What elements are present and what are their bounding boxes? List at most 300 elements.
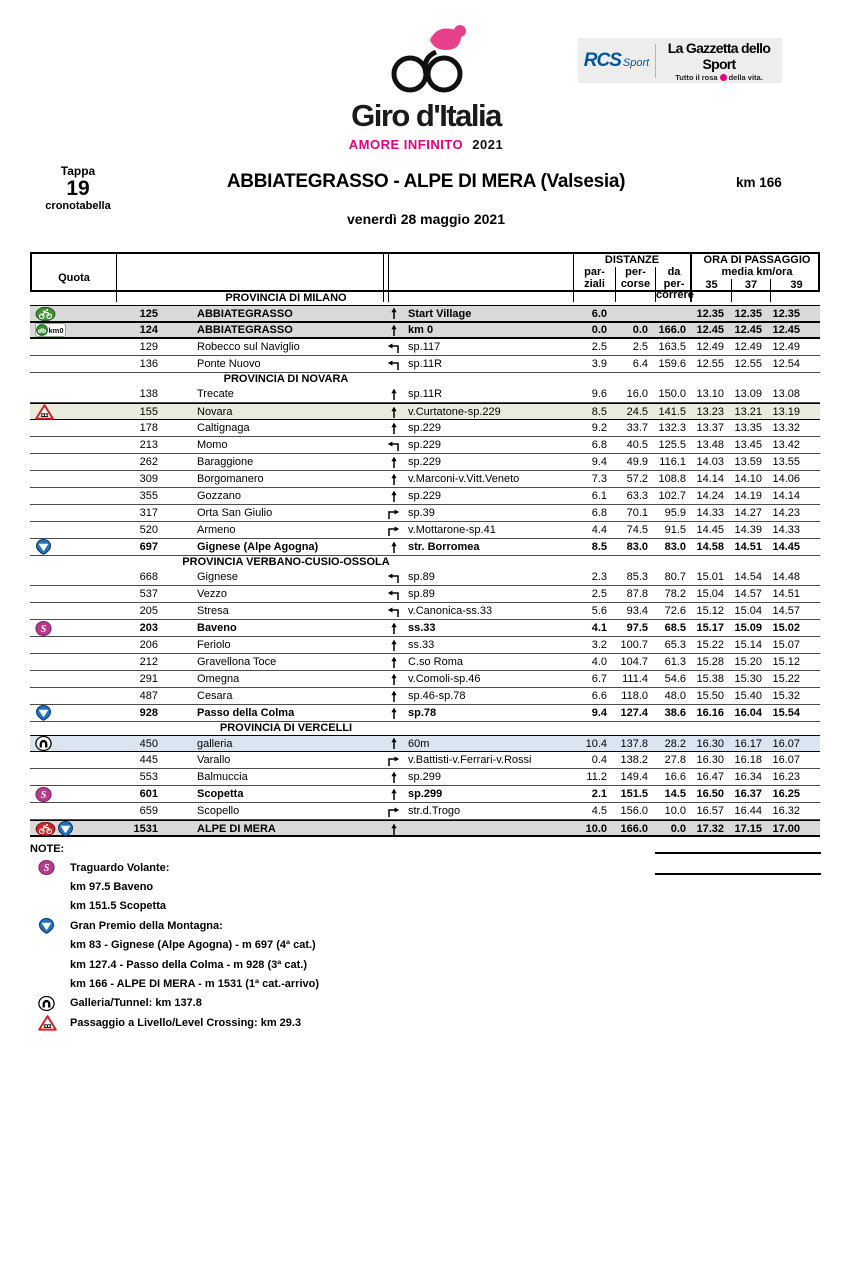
dist-dapercorrere-cell: 27.8 [664, 754, 686, 766]
note-title: Gran Premio della Montagna: [70, 919, 223, 932]
time-39-cell: 16.23 [772, 771, 800, 783]
gazzetta-logo [656, 40, 782, 82]
route-cell: ss.33 [408, 639, 435, 651]
route-cell: sp.229 [408, 490, 442, 502]
time-37-cell: 12.49 [734, 341, 762, 353]
straight-arrow-icon [382, 656, 405, 669]
dist-parziali-cell: 0.0 [591, 324, 607, 336]
stage-title: ABBIATEGRASSO - ALPE DI MERA (Valsesia) [226, 171, 626, 192]
time-39-cell: 13.32 [772, 422, 800, 434]
left-arrow-icon [382, 358, 405, 371]
note-item [30, 1013, 822, 1032]
dist-parziali-cell: 6.8 [591, 507, 607, 519]
header-speed-39: 39 [770, 279, 822, 302]
giro-wordmark: Giro d'Italia [351, 98, 501, 133]
time-37-cell: 16.04 [734, 707, 762, 719]
place-cell: Stresa [197, 605, 229, 617]
place-cell: Caltignaga [197, 422, 250, 434]
header-col-parziali: par- ziali [584, 266, 605, 290]
straight-arrow-icon [382, 307, 405, 320]
sponsor-box [578, 38, 782, 83]
timetable-row [30, 586, 820, 603]
dist-parziali-cell: 4.5 [591, 805, 607, 817]
route-cell: str. Borromea [408, 541, 480, 553]
dist-percorse-cell: 93.4 [626, 605, 648, 617]
time-37-cell: 13.59 [734, 456, 762, 468]
header-col-dapercorrere: da per- correre [656, 266, 694, 301]
timetable-row [30, 386, 820, 403]
timetable-row [30, 620, 820, 637]
svg-text:km0: km0 [48, 326, 64, 336]
province-name: PROVINCIA DI NOVARA [223, 373, 349, 385]
dist-dapercorrere-cell: 163.5 [658, 341, 686, 353]
giro-tagline [349, 137, 503, 152]
route-cell: sp.299 [408, 788, 443, 800]
giro-tagline-year: 2021 [472, 137, 504, 152]
time-37-cell: 14.54 [734, 571, 762, 583]
route-cell: v.Canonica-ss.33 [408, 605, 493, 617]
place-cell: Varallo [197, 754, 231, 766]
time-35-cell: 14.24 [696, 490, 724, 502]
time-39-cell: 16.07 [772, 754, 800, 766]
straight-arrow-icon [382, 771, 405, 784]
quota-cell: 659 [139, 805, 158, 817]
sprint-icon [35, 787, 52, 802]
dist-parziali-cell: 2.5 [591, 341, 607, 353]
note-title: Passaggio a Livello/Level Crossing: km 29.3 [70, 1016, 302, 1029]
dist-dapercorrere-cell: 48.0 [664, 690, 686, 702]
time-37-cell: 14.19 [734, 490, 762, 502]
dist-percorse-cell: 166.0 [620, 823, 648, 835]
province-section-row [30, 722, 820, 735]
note-detail-text: km 127.4 - Passo della Colma - m 928 (3ª cat.) [70, 958, 308, 971]
timetable-row [30, 603, 820, 620]
time-37-cell: 14.57 [734, 588, 762, 600]
time-39-cell: 15.22 [772, 673, 800, 685]
dist-percorse-cell: 57.2 [626, 473, 648, 485]
row-icons [30, 404, 66, 420]
quota-cell: 205 [139, 605, 158, 617]
header-ora-di-passaggio [692, 254, 822, 302]
giro-cyclist-icon [372, 22, 480, 96]
note-detail-text: km 166 - ALPE DI MERA - m 1531 (1ª cat.-arrivo) [70, 978, 320, 991]
route-cell: sp.299 [408, 771, 442, 783]
time-35-cell: 13.48 [696, 439, 724, 451]
left-arrow-icon [382, 571, 405, 584]
giro-tagline-amore: AMORE INFINITO [348, 137, 464, 152]
dist-percorse-cell: 0.0 [632, 324, 648, 336]
timetable-row [30, 705, 820, 722]
dist-parziali-cell: 11.2 [586, 771, 607, 783]
timetable-row [30, 803, 820, 820]
dist-parziali-cell: 8.5 [591, 406, 607, 418]
province-name: PROVINCIA DI VERCELLI [219, 722, 353, 734]
dist-dapercorrere-cell: 72.6 [664, 605, 686, 617]
time-35-cell: 15.12 [696, 605, 724, 617]
place-cell: Balmuccia [197, 771, 248, 783]
time-39-cell: 17.00 [772, 823, 800, 835]
time-35-cell: 13.37 [696, 422, 724, 434]
time-35-cell: 14.14 [696, 473, 724, 485]
row-icons [30, 621, 66, 636]
note-detail-line [30, 936, 822, 955]
straight-arrow-icon [382, 788, 405, 801]
dist-parziali-cell: 3.9 [591, 358, 607, 370]
time-35-cell: 14.45 [696, 524, 724, 536]
place-cell: Trecate [197, 388, 234, 400]
time-35-cell: 16.30 [696, 737, 724, 750]
timetable-row [30, 539, 820, 556]
dist-percorse-cell: 156.0 [620, 805, 648, 817]
dist-parziali-cell: 10.0 [585, 823, 607, 835]
place-cell: Gozzano [197, 490, 242, 502]
route-cell: sp.229 [408, 456, 442, 468]
left-arrow-icon [382, 341, 405, 354]
place-cell: Novara [197, 406, 233, 418]
straight-arrow-icon [382, 737, 405, 750]
quota-cell: 309 [139, 473, 158, 485]
time-35-cell: 16.16 [696, 707, 724, 719]
time-39-cell: 13.19 [772, 406, 800, 418]
place-cell: Feriolo [197, 639, 231, 651]
time-35-cell: 15.28 [696, 656, 724, 668]
left-arrow-icon [382, 605, 405, 618]
dist-parziali-cell: 3.2 [591, 639, 607, 651]
row-icons [30, 787, 66, 802]
straight-arrow-icon [382, 541, 405, 554]
tappa-block [36, 164, 120, 212]
tappa-number: 19 [66, 177, 90, 200]
place-cell: Gignese [197, 571, 238, 583]
timetable-row [30, 569, 820, 586]
dist-dapercorrere-cell: 108.8 [658, 473, 686, 485]
place-cell: galleria [197, 737, 233, 750]
route-cell: ss.33 [408, 622, 436, 634]
quota-cell: 928 [139, 707, 158, 719]
note-detail-line [30, 974, 822, 993]
time-39-cell: 12.54 [772, 358, 800, 370]
svg-text:S: S [43, 863, 50, 875]
dist-percorse-cell: 137.8 [620, 737, 648, 750]
quota-cell: 129 [139, 341, 158, 353]
route-cell: sp.117 [408, 341, 441, 353]
quota-cell: 601 [139, 788, 158, 800]
route-cell: sp.39 [408, 507, 435, 519]
note-detail-line [30, 897, 822, 916]
province-section-row [30, 556, 820, 569]
time-39-cell: 13.08 [772, 388, 800, 400]
dist-dapercorrere-cell: 16.6 [664, 771, 686, 783]
time-35-cell: 12.35 [696, 307, 724, 320]
straight-arrow-icon [382, 622, 405, 635]
time-35-cell: 16.47 [696, 771, 724, 783]
timetable-row [30, 356, 820, 373]
header-quota: Quota [32, 254, 117, 302]
place-cell: Momo [197, 439, 228, 451]
time-37-cell: 15.40 [734, 690, 762, 702]
time-35-cell: 15.17 [696, 622, 724, 634]
dist-dapercorrere-cell: 150.0 [658, 388, 686, 400]
time-39-cell: 12.45 [772, 324, 800, 336]
time-39-cell: 14.57 [772, 605, 800, 617]
place-cell: Cesara [197, 690, 233, 702]
quota-cell: 537 [139, 588, 158, 600]
row-icons [30, 705, 66, 721]
row-icons [30, 821, 66, 837]
dist-parziali-cell: 6.0 [591, 307, 607, 320]
time-39-cell: 14.14 [772, 490, 800, 502]
dist-percorse-cell: 40.5 [626, 439, 648, 451]
dist-parziali-cell: 4.0 [591, 656, 607, 668]
time-35-cell: 17.32 [696, 823, 724, 835]
dist-percorse-cell: 100.7 [620, 639, 648, 651]
row-icons [30, 307, 66, 321]
route-cell: sp.89 [408, 571, 435, 583]
quota-cell: 155 [139, 406, 158, 418]
time-37-cell: 15.30 [734, 673, 762, 685]
rcs-sport-logo [578, 44, 656, 78]
dist-dapercorrere-cell: 54.6 [664, 673, 686, 685]
dist-dapercorrere-cell: 10.0 [664, 805, 686, 817]
stage-distance: km 166 [736, 175, 782, 190]
timetable-row [30, 735, 820, 752]
place-cell: Robecco sul Naviglio [197, 341, 300, 353]
time-37-cell: 15.09 [734, 622, 762, 634]
header-distanze-title: DISTANZE [604, 254, 660, 266]
straight-arrow-icon [382, 490, 405, 503]
dist-dapercorrere-cell: 28.2 [664, 737, 686, 750]
dist-percorse-cell: 63.3 [626, 490, 648, 502]
place-cell: Gravellona Toce [197, 656, 277, 668]
time-39-cell: 14.06 [772, 473, 800, 485]
timetable-row [30, 305, 820, 322]
gazzetta-tagline-pre: Tutto il rosa [675, 72, 718, 82]
quota-cell: 1531 [133, 823, 158, 835]
row-icons [30, 323, 66, 337]
dist-dapercorrere-cell: 132.3 [658, 422, 686, 434]
dist-percorse-cell: 2.5 [632, 341, 648, 353]
finish-icon [35, 822, 56, 836]
tunnel-icon [38, 996, 55, 1011]
header-speed-cols [692, 279, 822, 302]
route-cell: v.Curtatone-sp.229 [408, 406, 501, 418]
right-arrow-icon [382, 805, 405, 818]
straight-arrow-icon [382, 473, 405, 486]
route-cell: str.d.Trogo [408, 805, 461, 817]
note-detail-text: km 83 - Gignese (Alpe Agogna) - m 697 (4ª cat.) [70, 939, 316, 952]
dist-parziali-cell: 9.4 [591, 456, 607, 468]
dist-percorse-cell: 111.4 [622, 673, 648, 685]
sprint-icon [38, 860, 55, 875]
timetable-row [30, 420, 820, 437]
dist-dapercorrere-cell: 95.9 [664, 507, 686, 519]
straight-arrow-icon [382, 690, 405, 703]
time-39-cell: 14.48 [772, 571, 800, 583]
time-35-cell: 16.30 [696, 754, 724, 766]
time-37-cell: 14.39 [734, 524, 762, 536]
gazzetta-tagline-post: della vita. [728, 72, 763, 82]
time-39-cell: 14.33 [772, 524, 800, 536]
time-35-cell: 15.01 [696, 571, 724, 583]
km0-icon [35, 323, 66, 337]
notes-section [30, 841, 822, 1033]
time-37-cell: 15.14 [734, 639, 762, 651]
quota-cell: 553 [139, 771, 158, 783]
dist-parziali-cell: 0.4 [591, 754, 607, 766]
time-37-cell: 16.34 [734, 771, 762, 783]
place-cell: Armeno [197, 524, 236, 536]
note-item [30, 994, 822, 1013]
time-39-cell: 15.02 [772, 622, 800, 634]
route-cell: v.Marconi-v.Vitt.Veneto [408, 473, 520, 485]
header-ora-title: ORA DI PASSAGGIO [703, 254, 811, 266]
dist-percorse-cell: 118.0 [621, 690, 648, 702]
rosa-dot-icon [720, 74, 727, 81]
time-37-cell: 16.44 [734, 805, 762, 817]
time-39-cell: 15.12 [772, 656, 800, 668]
dist-parziali-cell: 9.2 [591, 422, 607, 434]
quota-cell: 136 [139, 358, 158, 370]
dist-dapercorrere-cell: 141.5 [658, 406, 686, 418]
tunnel-icon [35, 736, 52, 751]
tappa-type: cronotabella [45, 200, 111, 212]
gpm-icon [35, 539, 52, 555]
svg-text:S: S [40, 623, 47, 635]
province-section-row [30, 373, 820, 386]
dist-dapercorrere-cell: 38.6 [664, 707, 686, 719]
time-35-cell: 15.04 [696, 588, 724, 600]
straight-arrow-icon [382, 707, 405, 720]
place-cell: ABBIATEGRASSO [197, 307, 293, 320]
timetable-row [30, 437, 820, 454]
route-cell: v.Battisti-v.Ferrari-v.Rossi [408, 754, 532, 766]
dist-parziali-cell: 2.1 [591, 788, 607, 800]
time-35-cell: 12.45 [696, 324, 724, 336]
dist-parziali-cell: 2.3 [591, 571, 607, 583]
quota-cell: 213 [139, 439, 158, 451]
quota-cell: 355 [139, 490, 158, 502]
route-cell: v.Mottarone-sp.41 [408, 524, 496, 536]
header-speed-37: 37 [731, 279, 770, 302]
time-37-cell: 12.55 [734, 358, 762, 370]
time-35-cell: 12.55 [696, 358, 724, 370]
right-arrow-icon [382, 754, 405, 767]
time-35-cell: 14.33 [696, 507, 724, 519]
straight-arrow-icon [382, 388, 405, 401]
time-39-cell: 13.42 [772, 439, 800, 451]
right-arrow-icon [382, 524, 405, 537]
dist-percorse-cell: 24.5 [626, 406, 648, 418]
time-37-cell: 16.37 [734, 788, 762, 800]
time-37-cell: 14.51 [734, 541, 762, 553]
rcs-logo-text: RCS [583, 49, 621, 71]
timetable-row [30, 403, 820, 420]
timetable-row [30, 752, 820, 769]
time-35-cell: 13.23 [696, 406, 724, 418]
dist-parziali-cell: 6.1 [591, 490, 607, 502]
route-timetable [30, 252, 820, 837]
time-39-cell: 14.45 [772, 541, 800, 553]
time-39-cell: 14.51 [772, 588, 800, 600]
dist-dapercorrere-cell: 78.2 [664, 588, 686, 600]
dist-dapercorrere-cell: 14.5 [664, 788, 686, 800]
dist-dapercorrere-cell: 116.1 [659, 456, 686, 468]
dist-parziali-cell: 4.4 [591, 524, 607, 536]
dist-dapercorrere-cell: 0.0 [670, 823, 686, 835]
place-cell: Baraggione [197, 456, 254, 468]
dist-parziali-cell: 9.4 [591, 707, 607, 719]
quota-cell: 138 [139, 388, 158, 400]
stage-date: venerdì 28 maggio 2021 [347, 211, 505, 227]
dist-percorse-cell: 33.7 [626, 422, 648, 434]
header-route-cell [389, 254, 574, 302]
timetable-row [30, 488, 820, 505]
timetable-row [30, 769, 820, 786]
timetable-row [30, 454, 820, 471]
header-distanze-cols [574, 266, 694, 302]
time-37-cell: 12.35 [734, 307, 762, 320]
place-cell: Orta San Giulio [197, 507, 273, 519]
header-speed-35: 35 [705, 279, 718, 291]
dist-percorse-cell: 151.5 [620, 788, 648, 800]
dist-dapercorrere-cell: 125.5 [658, 439, 686, 451]
tappa-label: Tappa [60, 164, 96, 178]
place-cell: Gignese (Alpe Agogna) [197, 541, 319, 553]
time-35-cell: 14.58 [696, 541, 724, 553]
quota-cell: 262 [139, 456, 158, 468]
straight-arrow-icon [382, 673, 405, 686]
time-39-cell: 15.07 [772, 639, 800, 651]
dist-percorse-cell: 6.4 [632, 358, 648, 370]
gazzetta-tagline [656, 73, 782, 82]
header-distanze [574, 254, 692, 302]
place-cell: Omegna [197, 673, 240, 685]
place-cell: Borgomanero [197, 473, 264, 485]
time-39-cell: 15.32 [772, 690, 800, 702]
dist-percorse-cell: 87.8 [626, 588, 648, 600]
gpm-icon [38, 918, 55, 934]
quota-cell: 124 [139, 324, 158, 336]
route-cell: sp.229 [408, 439, 442, 451]
route-cell: C.so Roma [408, 656, 464, 668]
time-39-cell: 12.35 [772, 307, 800, 320]
dist-parziali-cell: 6.7 [591, 673, 607, 685]
svg-text:S: S [40, 789, 47, 801]
dist-dapercorrere-cell: 68.5 [664, 622, 686, 634]
time-37-cell: 13.21 [734, 406, 762, 418]
time-35-cell: 16.57 [696, 805, 724, 817]
time-37-cell: 16.17 [734, 737, 762, 750]
right-arrow-icon [382, 507, 405, 520]
dist-percorse-cell: 97.5 [626, 622, 648, 634]
sprint-icon [35, 621, 52, 636]
straight-arrow-icon [382, 422, 405, 435]
time-39-cell: 15.54 [772, 707, 800, 719]
row-icons [30, 539, 66, 555]
dist-percorse-cell: 85.3 [626, 571, 648, 583]
dist-dapercorrere-cell: 166.0 [658, 324, 686, 336]
time-37-cell: 13.09 [734, 388, 762, 400]
quota-cell: 668 [139, 571, 158, 583]
straight-arrow-icon [382, 823, 405, 836]
quota-cell: 520 [139, 524, 158, 536]
time-39-cell: 16.07 [772, 737, 800, 750]
time-35-cell: 12.49 [696, 341, 724, 353]
note-title: Galleria/Tunnel: km 137.8 [70, 997, 202, 1010]
quota-cell: 206 [139, 639, 158, 651]
place-cell: Ponte Nuovo [197, 358, 261, 370]
timetable-row [30, 322, 820, 339]
